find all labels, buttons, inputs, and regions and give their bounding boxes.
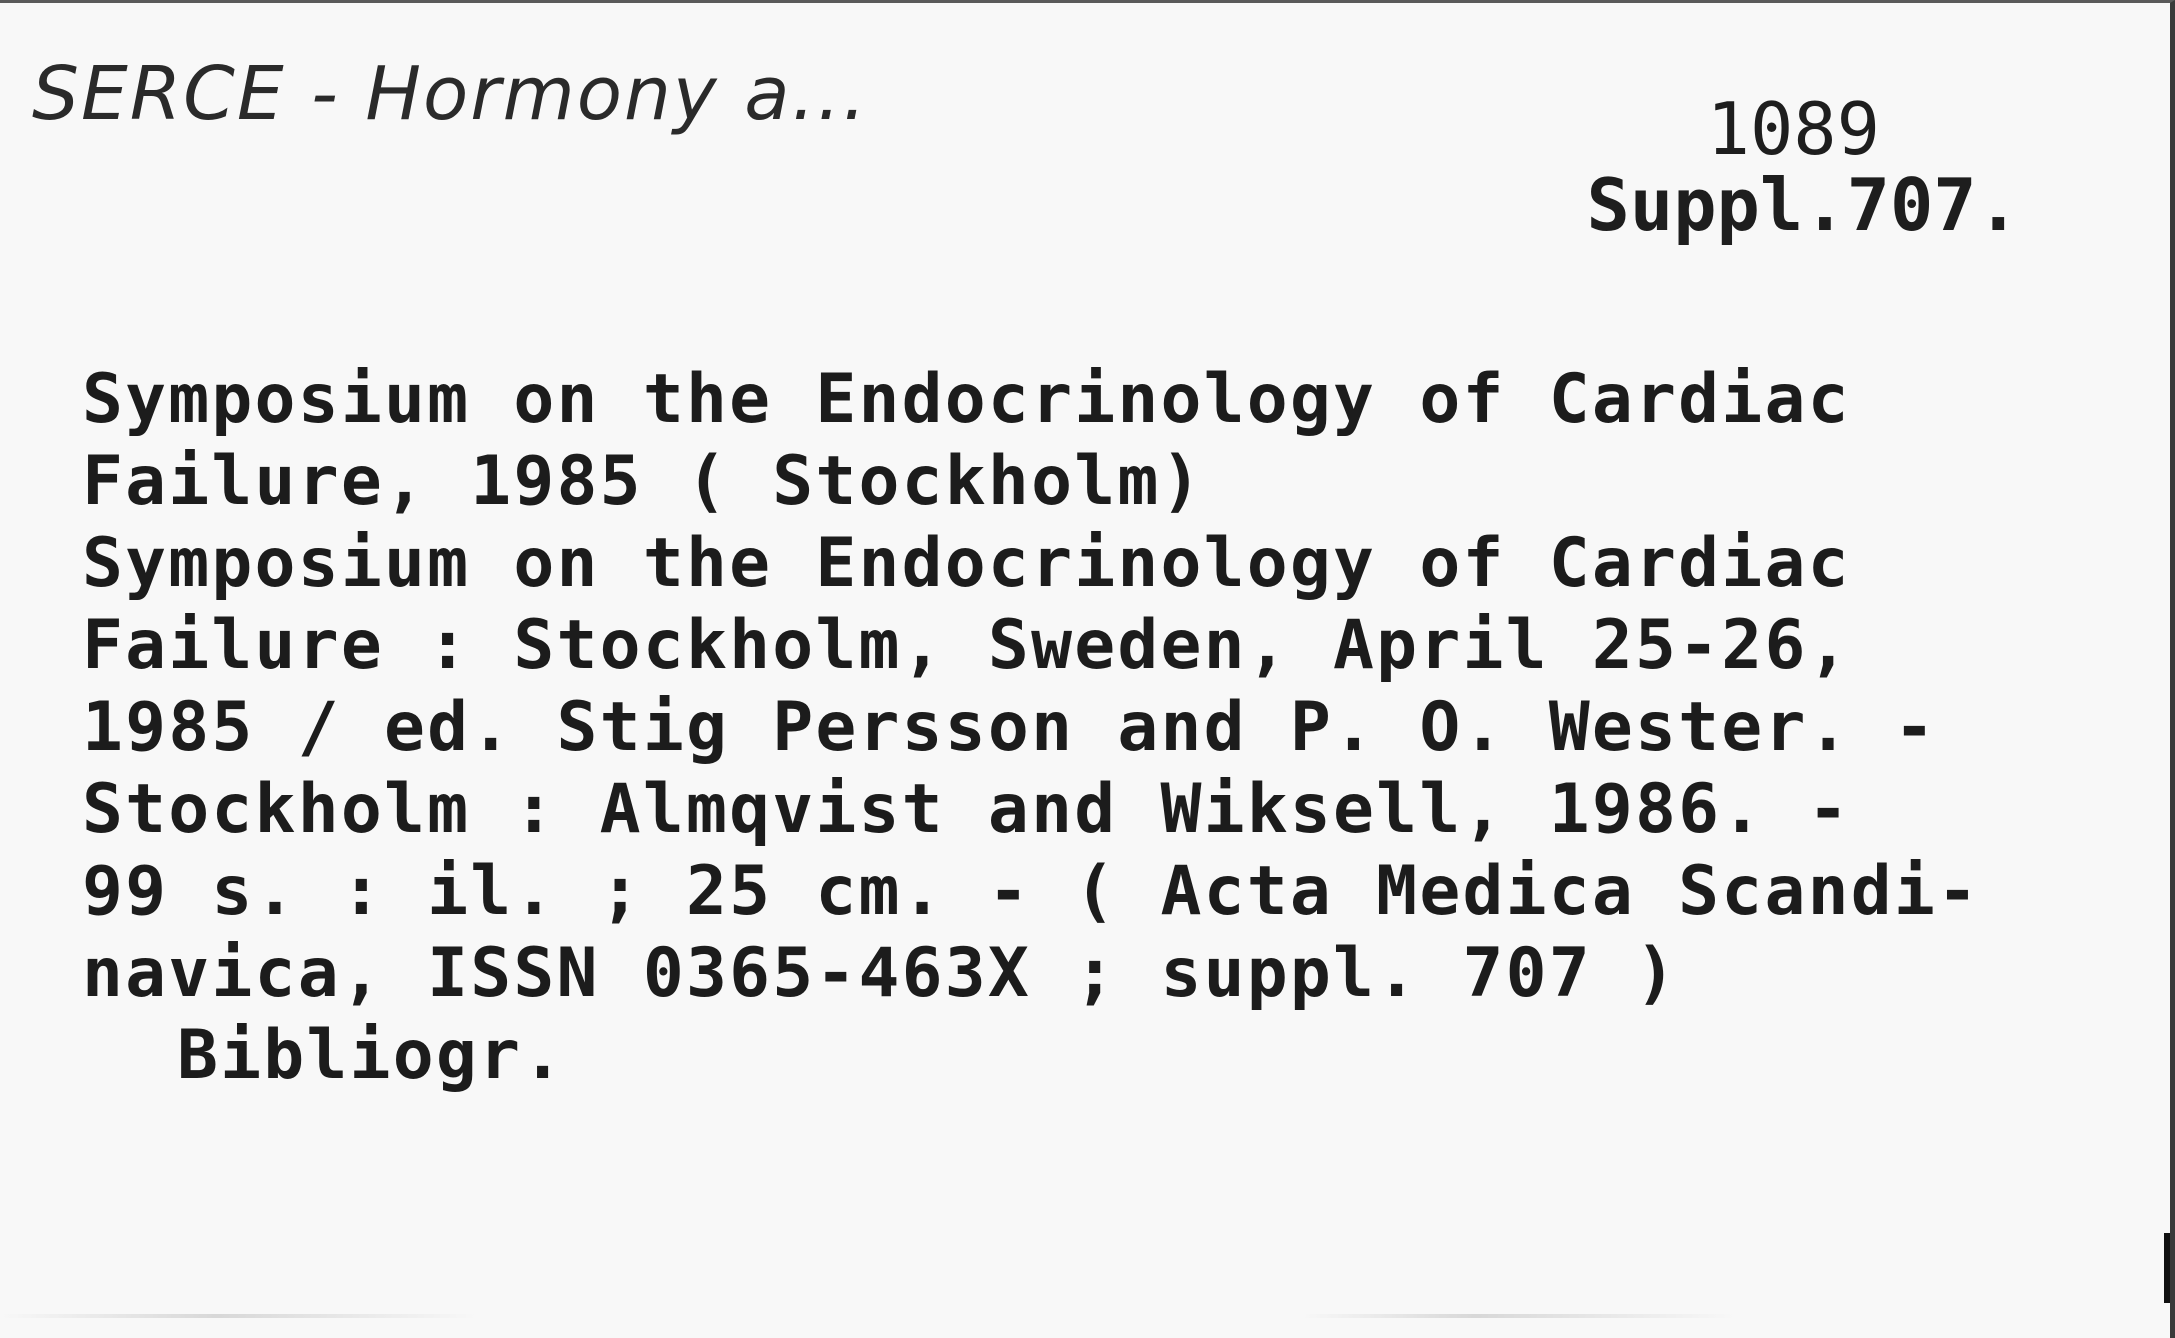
card-edge-mark — [2164, 1233, 2170, 1303]
entry-line-3: Symposium on the Endocrinology of Cardiac — [82, 524, 1851, 603]
entry-line-4: Failure : Stockholm, Sweden, April 25-26, — [82, 606, 1851, 685]
bibliography-note: Bibliogr. — [177, 1016, 566, 1095]
handwritten-heading: SERCE - Hormony a... — [32, 51, 869, 137]
entry-line-6: Stockholm : Almqvist and Wiksell, 1986. - — [82, 770, 1851, 849]
entry-line-5: 1985 / ed. Stig Persson and P. O. Wester. - — [82, 688, 1937, 767]
entry-line-8: navica, ISSN 0365-463X ; suppl. 707 ) — [82, 934, 1679, 1013]
call-number: 1089 — [1706, 87, 1880, 171]
entry-line-2: Failure, 1985 ( Stockholm) — [82, 442, 1204, 521]
card-bottom-smudge — [0, 1314, 2170, 1318]
bibliographic-entry — [82, 359, 2142, 1097]
supplement-number: Suppl.707. — [1586, 163, 2020, 248]
call-number-block — [1586, 87, 2020, 248]
entry-line-1: Symposium on the Endocrinology of Cardiac — [82, 360, 1851, 439]
entry-line-7: 99 s. : il. ; 25 cm. - ( Acta Medica Scandi- — [82, 852, 1981, 931]
